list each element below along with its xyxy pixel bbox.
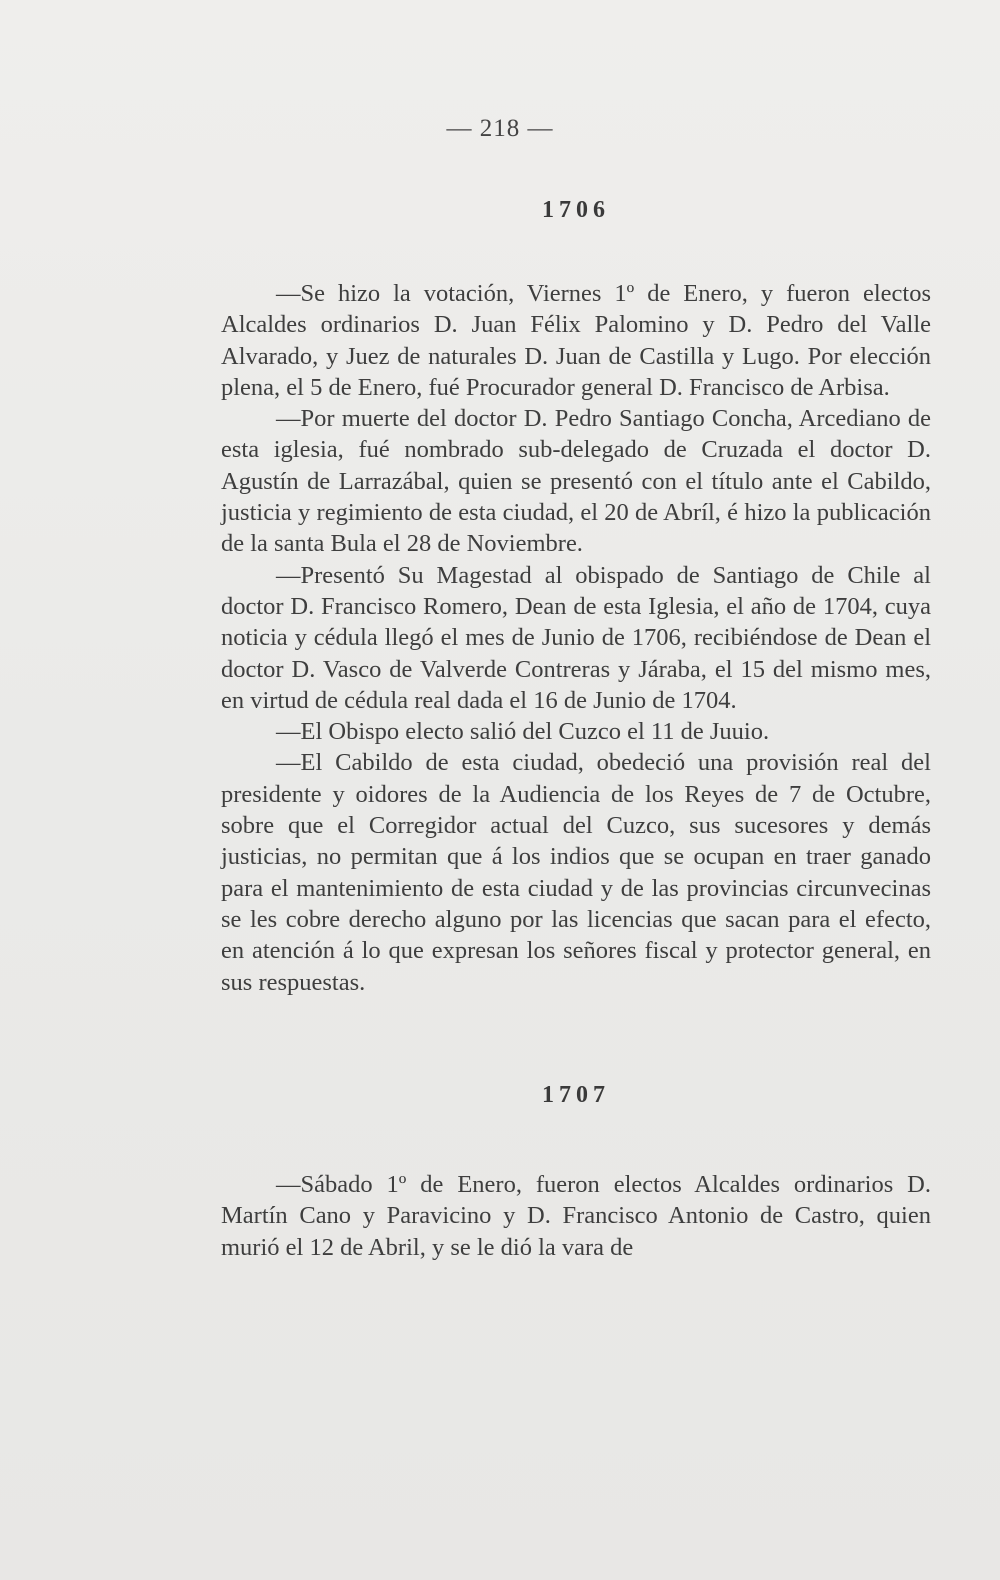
paragraph: —El Obispo electo salió del Cuzco el 11 de Juuio. [276, 718, 770, 746]
page-number: — 218 — [446, 115, 554, 142]
paragraph: —Sábado 1º de Enero, fueron electos Alcaldes ordinarios D. Martín Cano y Paravicino y D. Francisco Antonio de Castro, quien murió el 12 de Abril, y se le dió la vara de [221, 1171, 931, 1261]
paragraph: —Por muerte del doctor D. Pedro Santiago Concha, Arcediano de esta iglesia, fué nombrado sub-delegado de Cruzada el doctor D. Agustín de Larrazábal, quien se presentó con el título ante el Cabildo, justicia y regimiento de esta ciudad, el 20 de Abríl, é hizo la publicación de la santa Bula el 28 de Noviembre. [221, 405, 931, 558]
year-heading: 1707 [542, 1082, 610, 1108]
year-heading: 1706 [542, 197, 610, 223]
section-1707 [221, 1082, 931, 1263]
paragraph: —El Cabildo de esta ciudad, obedeció una provisión real del presidente y oidores de la Audiencia de los Reyes de 7 de Octubre, sobre que el Corregidor actual del Cuzco, sus sucesores y demás justicias, no permitan que á los indios que se ocupan en traer ganado para el mantenimiento de esta ciudad y de las provincias circunvecinas se les cobre derecho alguno por las licencias que sacan para el efecto, en atención á lo que expresan los señores fiscal y protector general, en sus respuestas. [221, 749, 931, 996]
paragraph: —Se hizo la votación, Viernes 1º de Enero, y fueron electos Alcaldes ordinarios D. Juan Félix Palomino y D. Pedro del Valle Alvarado, y Juez de naturales D. Juan de Castilla y Lugo. Por elección plena, el 5 de Enero, fué Procurador general D. Francisco de Arbisa. [221, 280, 931, 401]
section-1706 [221, 197, 931, 998]
paragraph: —Presentó Su Magestad al obispado de Santiago de Chile al doctor D. Francisco Romero, Dean de esta Iglesia, el año de 1704, cuya noticia y cédula llegó el mes de Junio de 1706, recibiéndose de Dean el doctor D. Vasco de Valverde Contreras y Járaba, el 15 del mismo mes, en virtud de cédula real dada el 16 de Junio de 1704. [221, 561, 931, 714]
